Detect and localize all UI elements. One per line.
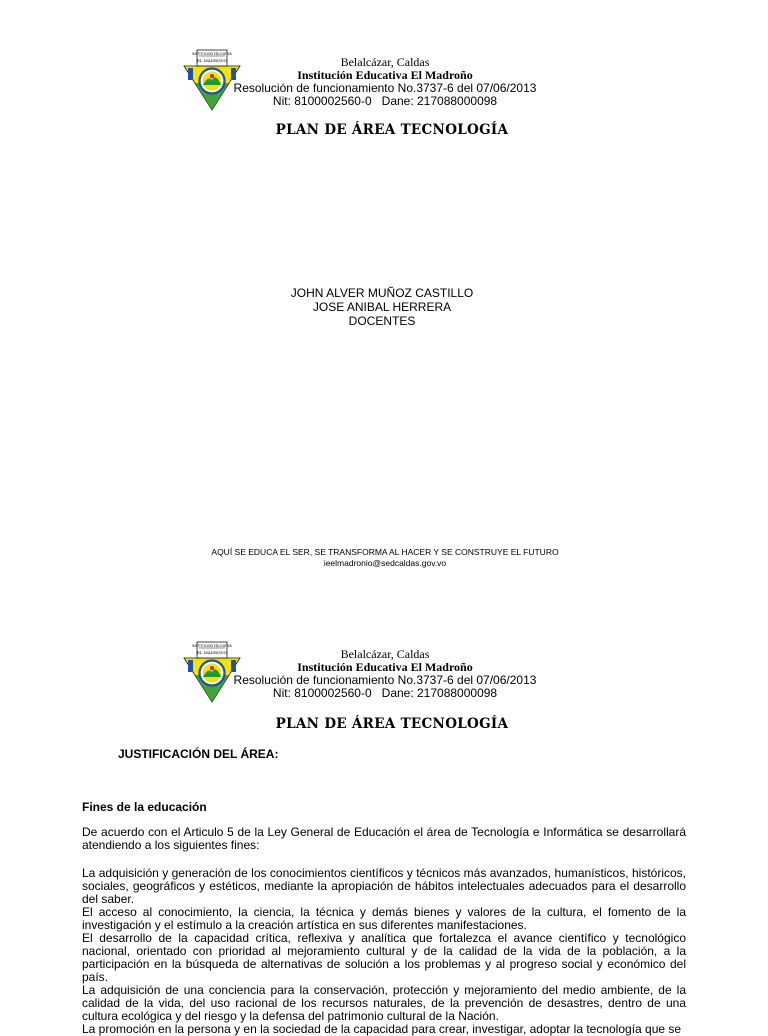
author-name: JOHN ALVER MUÑOZ CASTILLO bbox=[290, 286, 474, 300]
fines-paragraph: El acceso al conocimiento, la ciencia, la técnica y demás bienes y valores de la cultura, el fomento de la investigación y el estímulo a la creación artística en sus diferentes manifestaciones. bbox=[82, 905, 686, 932]
resolution-line: Resolución de funcionamiento No.3737-6 del 07/06/2013 bbox=[233, 673, 537, 687]
city-line: Belalcázar, Caldas bbox=[340, 55, 430, 69]
footer-motto: AQUÍ SE EDUCA EL SER, SE TRANSFORMA AL HACER Y SE CONSTRUYE EL FUTURO bbox=[211, 547, 559, 557]
fines-list bbox=[82, 867, 686, 1036]
justification-heading: JUSTIFICACIÓN DEL ÁREA: bbox=[118, 747, 279, 761]
authors-block bbox=[0, 286, 764, 328]
fines-paragraph: El desarrollo de la capacidad crítica, reflexiva y analítica que fortalezca el avance científico y tecnológico nacional, orientado con prioridad al mejoramiento cultural y de la calidad de la vida de la población, a la participación en la búsqueda de alternativas de solución a los problemas y al progreso social y económico del país. bbox=[82, 931, 686, 984]
fines-paragraph: La adquisición y generación de los conocimientos científicos y técnicos más avanzados, humanísticos, históricos, sociales, geográficos y estéticos, mediante la apropiación de hábitos intelectuales adecuados para el desarrollo del saber. bbox=[82, 866, 686, 906]
footer-email: ieelmadronio@sedcaldas.gov.vo bbox=[323, 558, 447, 568]
document-title: PLAN DE ÁREA TECNOLOGÍA bbox=[275, 716, 509, 732]
svg-text:EL MADROÑO: EL MADROÑO bbox=[196, 650, 228, 655]
institution-header bbox=[230, 56, 540, 108]
fines-paragraph: La adquisición de una conciencia para la conservación, protección y mejoramiento del medio ambiente, de la calidad de la vida, del uso racional de los recursos naturales, de la prevención de desastres, dentro de una cultura ecológica y del riesgo y la defensa del patrimonio cultural de la Nación. bbox=[82, 983, 686, 1023]
document-title: PLAN DE ÁREA TECNOLOGÍA bbox=[275, 122, 509, 138]
fines-heading: Fines de la educación bbox=[82, 800, 207, 814]
svg-text:INSTITUCIÓN EDUCATIVA: INSTITUCIÓN EDUCATIVA bbox=[192, 52, 232, 56]
intro-paragraph: De acuerdo con el Articulo 5 de la Ley General de Educación el área de Tecnología e Informática se desarrollará atendiendo a los siguientes fines: bbox=[82, 825, 686, 852]
nit-dane-line: Nit: 8100002560-0 Dane: 217088000098 bbox=[272, 94, 498, 108]
institution-name: Institución Educativa El Madroño bbox=[297, 660, 473, 674]
nit-dane-line: Nit: 8100002560-0 Dane: 217088000098 bbox=[272, 686, 498, 700]
authors-role: DOCENTES bbox=[348, 314, 416, 328]
fines-paragraph: La promoción en la persona y en la sociedad de la capacidad para crear, investigar, adoptar la tecnología que se bbox=[82, 1022, 682, 1036]
page-footer bbox=[0, 547, 768, 569]
author-name: JOSE ANIBAL HERRERA bbox=[312, 300, 452, 314]
document-page-2 bbox=[0, 592, 768, 1036]
institution-name: Institución Educativa El Madroño bbox=[297, 68, 473, 82]
resolution-line: Resolución de funcionamiento No.3737-6 del 07/06/2013 bbox=[233, 81, 537, 95]
city-line: Belalcázar, Caldas bbox=[340, 647, 430, 661]
svg-text:EL MADROÑO: EL MADROÑO bbox=[196, 58, 228, 63]
institution-header bbox=[230, 648, 540, 700]
svg-text:INSTITUCIÓN EDUCATIVA: INSTITUCIÓN EDUCATIVA bbox=[192, 644, 232, 648]
